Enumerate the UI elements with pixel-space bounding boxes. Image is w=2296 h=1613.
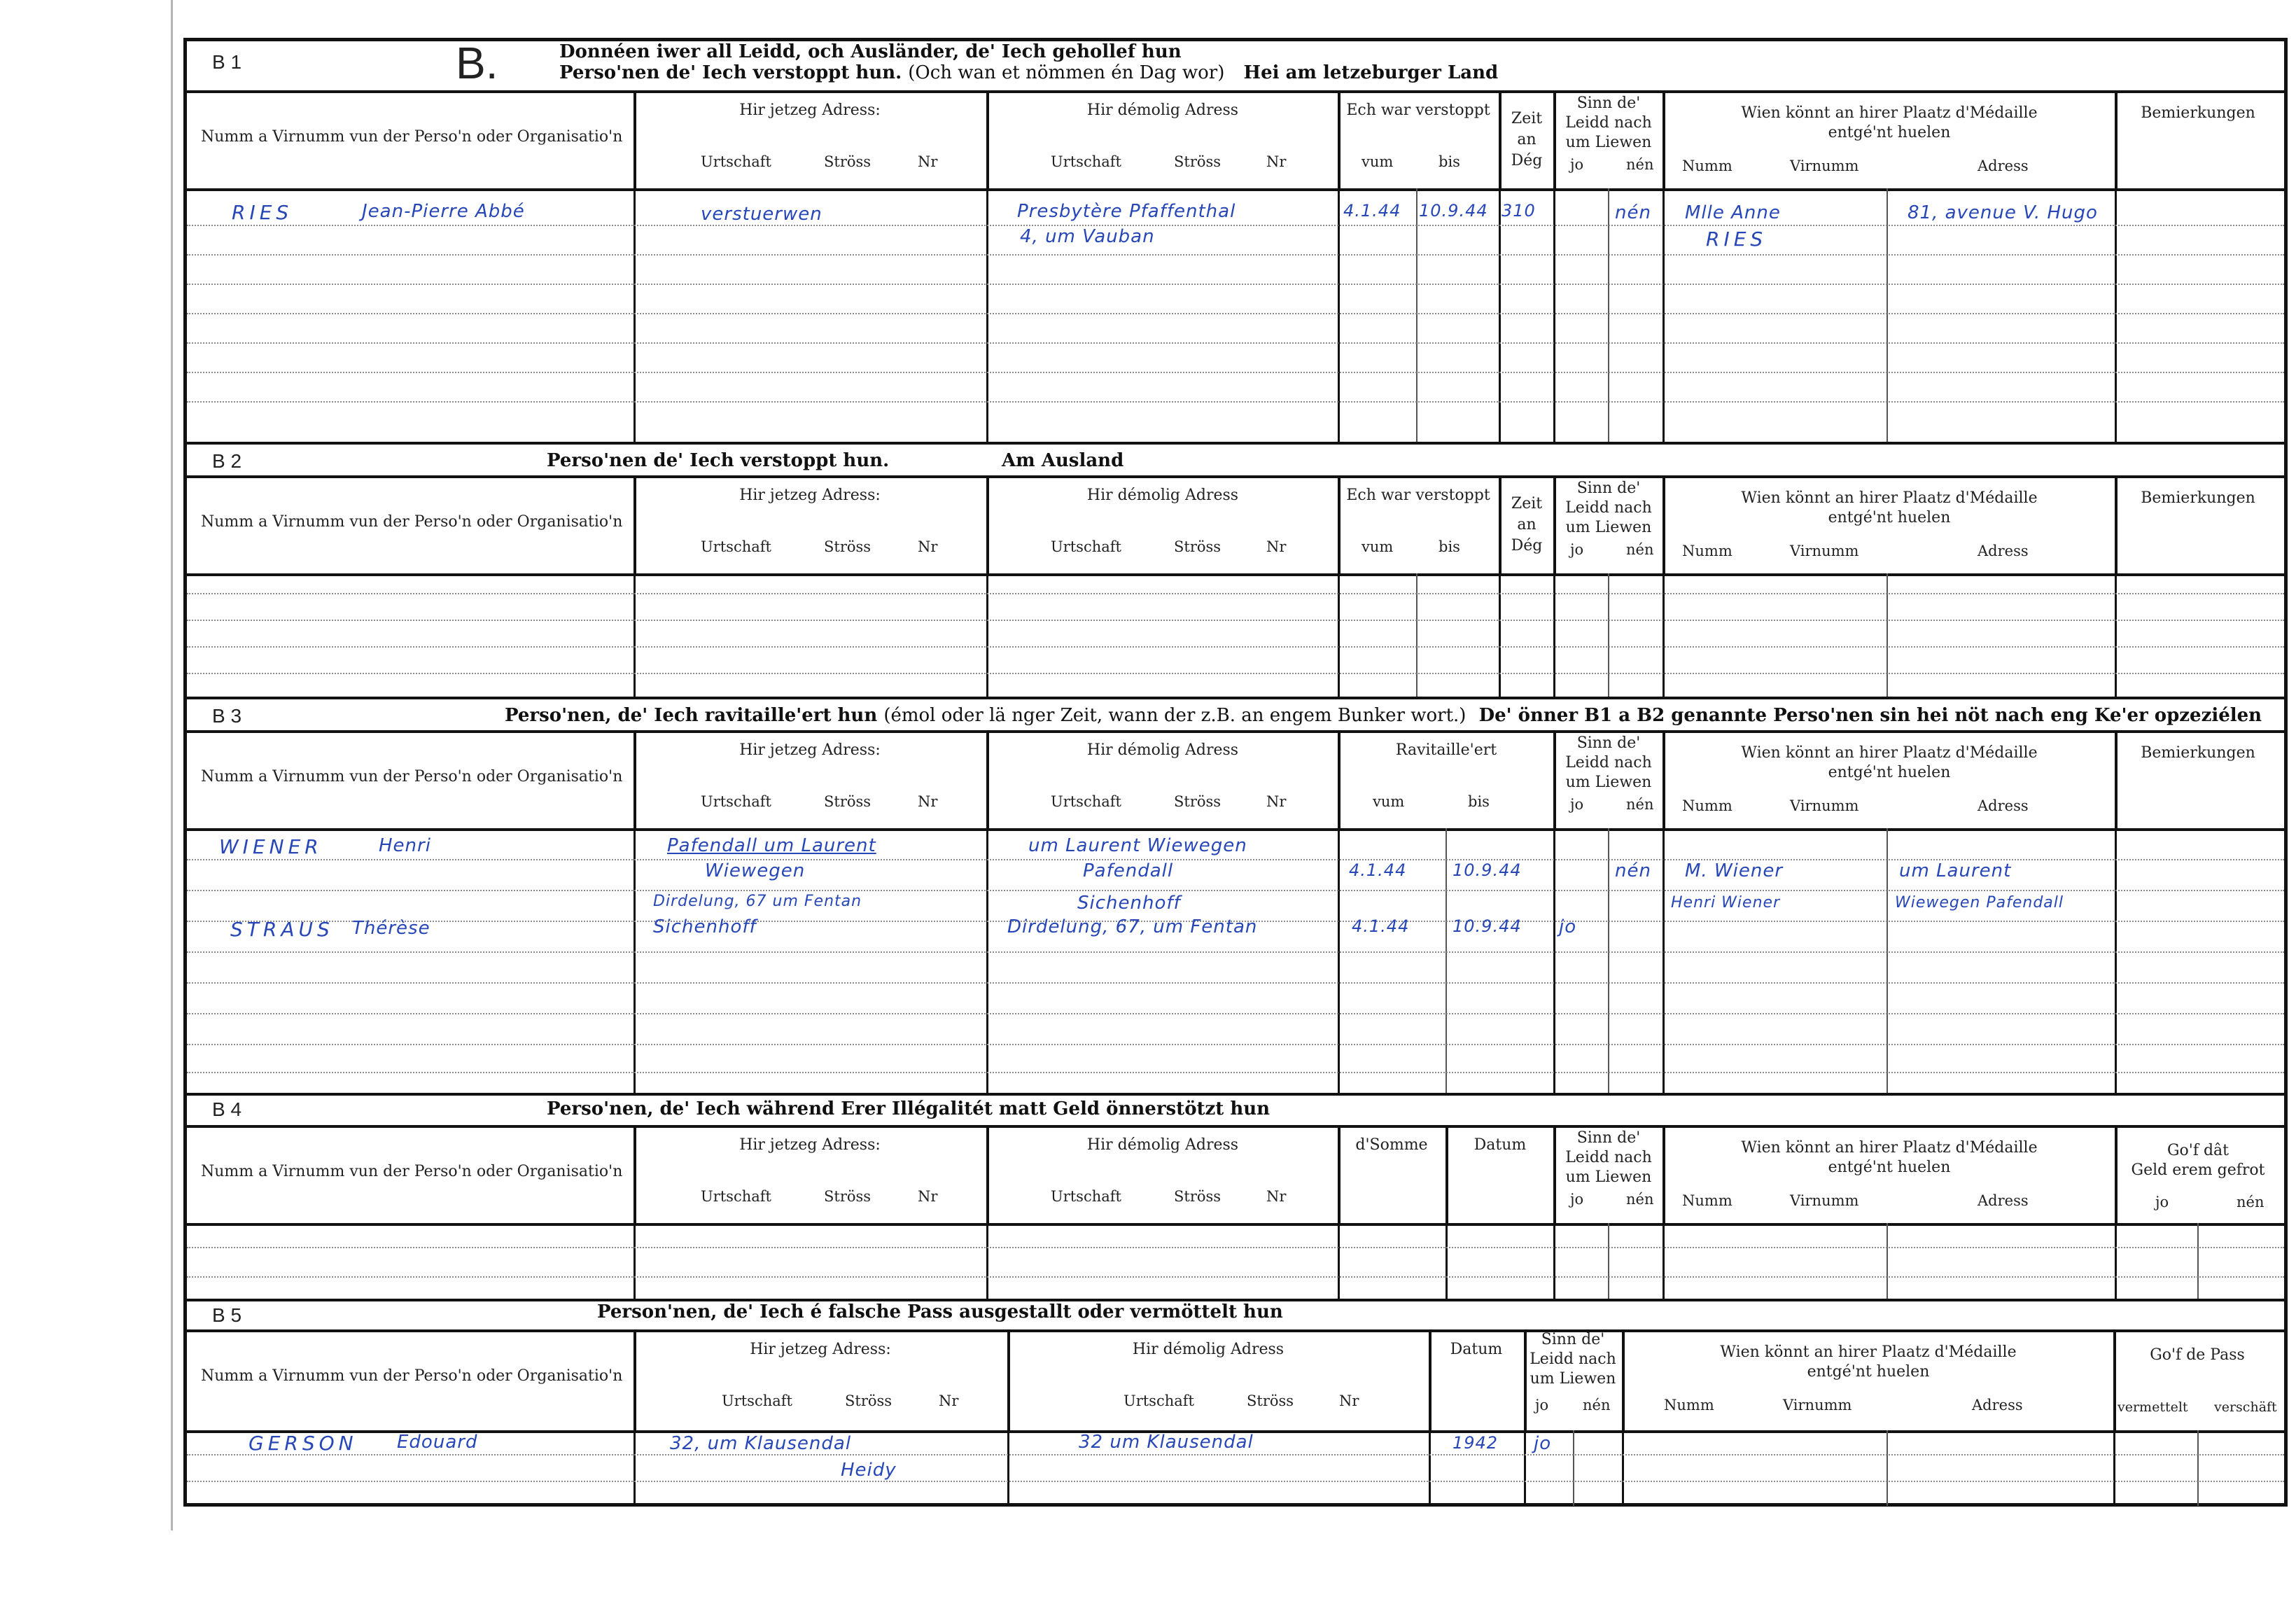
name-header: Numm a Virnumm vun der Perso'n oder Organisatio'n	[201, 1163, 623, 1180]
entry-surname: STRAUS	[230, 918, 334, 941]
locality-header: Urtschaft	[701, 153, 771, 170]
entry-former-address-2: Pafendall	[1083, 860, 1174, 881]
title-part-c: Hei am letzeburger Land	[1243, 62, 1499, 83]
no-header: nén	[1583, 1397, 1611, 1413]
entry-firstname: Henri	[379, 835, 431, 856]
days-header-2: an	[1517, 131, 1536, 148]
title-part-a: Perso'nen, de' Iech ravitaille'ert hun	[505, 705, 878, 726]
yes-header: jo	[1570, 796, 1584, 813]
section-title: Donnéen iwer all Leidd, och Ausländer, de' Iech gehollef hun	[559, 41, 1182, 62]
locality-header: Urtschaft	[1051, 1188, 1121, 1205]
alive-header-2: Leidd nach	[1565, 114, 1652, 132]
alive-header-2: Leidd nach	[1565, 499, 1652, 517]
locality-header: Urtschaft	[701, 538, 771, 555]
section-code: B 5	[212, 1304, 242, 1326]
medal-header-1: Wien könnt an hirer Plaatz d'Médaille	[1741, 744, 2038, 762]
medal-header-2: entgé'nt huelen	[1807, 1363, 1930, 1381]
section-b1	[187, 38, 2284, 442]
title-part-a: Perso'nen de' Iech verstoppt hun.	[559, 62, 902, 83]
no-header: nén	[1626, 541, 1654, 558]
yes-header: jo	[1570, 156, 1584, 173]
entry-current-address-1: Dirdelung, 67 um Fentan	[653, 893, 862, 910]
section-title-b: Am Ausland	[1002, 450, 1124, 471]
remarks-header: Bemierkungen	[2141, 489, 2255, 507]
entry-surname: RIES	[232, 201, 293, 224]
medal-header-2: entgé'nt huelen	[1828, 764, 1951, 781]
street-header: Ströss	[824, 793, 872, 810]
entry-medal-first: Henri Wiener	[1671, 894, 1781, 912]
entry-until: 10.9.44	[1452, 860, 1522, 880]
date-header: Datum	[1450, 1341, 1503, 1358]
number-header: Nr	[1266, 538, 1287, 555]
section-title	[505, 705, 2262, 726]
supplied-header: Ravitaille'ert	[1395, 741, 1497, 759]
medal-name-header: Numm	[1664, 1397, 1714, 1413]
current-address-header: Hir jetzeg Adress:	[739, 487, 881, 504]
alive-header-1: Sinn de'	[1576, 480, 1641, 497]
section-code: B 1	[212, 51, 242, 73]
medal-header-2: entgé'nt huelen	[1828, 1159, 1951, 1176]
days-header-3: Dég	[1511, 152, 1543, 169]
former-address-header: Hir démolig Adress	[1132, 1341, 1284, 1358]
section-title: Perso'nen de' Iech verstoppt hun.	[547, 450, 890, 471]
pass-header: Go'f de Pass	[2150, 1346, 2245, 1364]
medal-first-header: Virnumm	[1783, 1397, 1852, 1413]
days-header-1: Zeit	[1511, 495, 1543, 512]
alive-header-1: Sinn de'	[1576, 1129, 1641, 1147]
title-part-b: (émol oder lä nger Zeit, wann der z.B. an engem Bunker wort.)	[883, 705, 1466, 726]
entry-from: 4.1.44	[1349, 860, 1407, 880]
street-header: Ströss	[1174, 793, 1222, 810]
issued-header: verschäft	[2214, 1399, 2277, 1415]
alive-header-2: Leidd nach	[1565, 754, 1652, 771]
entry-from: 4.1.44	[1352, 916, 1410, 936]
number-header: Nr	[918, 538, 938, 555]
former-address-header: Hir démolig Adress	[1086, 741, 1239, 759]
entry-until: 10.9.44	[1419, 201, 1488, 221]
medal-name-header: Numm	[1682, 797, 1732, 814]
entry-surname: GERSON	[248, 1432, 358, 1455]
number-header: Nr	[1339, 1392, 1359, 1409]
entry-current-address-1: Pafendall um Laurent	[667, 835, 876, 856]
former-address-header: Hir démolig Adress	[1086, 487, 1239, 504]
form-frame	[183, 38, 2288, 1507]
hidden-header: Ech war verstoppt	[1346, 487, 1490, 504]
street-header: Ströss	[1174, 1188, 1222, 1205]
entry-former-address-1: Sichenhoff	[1077, 893, 1181, 914]
alive-header-2: Leidd nach	[1530, 1350, 1616, 1368]
alive-header-1: Sinn de'	[1576, 95, 1641, 112]
medal-header-1: Wien könnt an hirer Plaatz d'Médaille	[1741, 104, 2038, 122]
header-row	[187, 730, 2284, 831]
section-title: Person'nen, de' Iech é falsche Pass ausgestallt oder vermöttelt hun	[597, 1301, 1283, 1322]
former-address-header: Hir démolig Adress	[1086, 1136, 1239, 1154]
rows	[187, 188, 2284, 442]
street-header: Ströss	[1247, 1392, 1294, 1409]
until-header: bis	[1438, 153, 1460, 170]
entry-former-address-2: 4, um Vauban	[1020, 226, 1155, 247]
entry-days: 310	[1502, 201, 1536, 221]
number-header: Nr	[918, 793, 938, 810]
entry-firstname: Edouard	[397, 1432, 478, 1453]
entry-no-mark: nén	[1615, 860, 1651, 881]
entry-no-mark: nén	[1615, 202, 1651, 223]
medal-address-header: Adress	[1977, 1192, 2029, 1209]
section-code: B 4	[212, 1098, 242, 1120]
entry-current-address-1: 32, um Klausendal	[670, 1433, 852, 1454]
rows	[187, 828, 2284, 1096]
no-header: nén	[1626, 156, 1654, 173]
locality-header: Urtschaft	[1124, 1392, 1194, 1409]
section-b3	[187, 697, 2284, 1096]
section-b2	[187, 442, 2284, 699]
date-header: Datum	[1474, 1136, 1527, 1154]
name-header: Numm a Virnumm vun der Perso'n oder Organisatio'n	[201, 513, 623, 531]
days-header-1: Zeit	[1511, 110, 1543, 127]
entry-current-address-2: Heidy	[841, 1460, 897, 1481]
medal-header-2: entgé'nt huelen	[1828, 124, 1951, 141]
section-b4	[187, 1093, 2284, 1301]
days-header-3: Dég	[1511, 537, 1543, 554]
medal-first-header: Virnumm	[1790, 543, 1859, 559]
medal-name-header: Numm	[1682, 158, 1732, 174]
from-header: vum	[1362, 153, 1394, 170]
entry-medal-name: M. Wiener	[1685, 860, 1784, 881]
locality-header: Urtschaft	[1051, 153, 1121, 170]
title-part-b: (Och wan et nömmen én Dag wor)	[908, 62, 1225, 83]
medal-header-1: Wien könnt an hirer Plaatz d'Médaille	[1720, 1343, 2017, 1361]
street-header: Ströss	[824, 1188, 872, 1205]
alive-header-3: um Liewen	[1565, 519, 1652, 536]
current-address-header: Hir jetzeg Adress:	[739, 741, 881, 759]
until-header: bis	[1468, 793, 1490, 810]
number-header: Nr	[939, 1392, 959, 1409]
entry-yes-mark: jo	[1559, 916, 1577, 937]
street-header: Ströss	[824, 153, 872, 170]
medal-header-2: entgé'nt huelen	[1828, 509, 1951, 526]
entry-medal-name: Mlle Anne	[1685, 202, 1781, 223]
hidden-header: Ech war verstoppt	[1346, 102, 1490, 119]
medal-address-header: Adress	[1977, 543, 2029, 559]
number-header: Nr	[918, 1188, 938, 1205]
yes-header: jo	[1535, 1397, 1549, 1413]
no-header: nén	[2236, 1194, 2264, 1210]
medal-first-header: Virnumm	[1790, 797, 1859, 814]
current-address-header: Hir jetzeg Adress:	[739, 102, 881, 119]
mediated-header: vermettelt	[2118, 1399, 2188, 1415]
name-header: Numm a Virnumm vun der Perso'n oder Organisatio'n	[201, 128, 623, 146]
locality-header: Urtschaft	[701, 793, 771, 810]
medal-address-header: Adress	[1977, 797, 2029, 814]
medal-first-header: Virnumm	[1790, 1192, 1859, 1209]
entry-current-address-2: Sichenhoff	[653, 916, 757, 937]
no-header: nén	[1626, 1191, 1654, 1208]
entry-from: 4.1.44	[1343, 201, 1401, 221]
medal-header-1: Wien könnt an hirer Plaatz d'Médaille	[1741, 1139, 2038, 1157]
number-header: Nr	[918, 153, 938, 170]
remarks-header: Bemierkungen	[2141, 104, 2255, 122]
medal-name-header: Numm	[1682, 1192, 1732, 1209]
entry-until: 10.9.44	[1452, 916, 1522, 936]
alive-header-3: um Liewen	[1565, 774, 1652, 791]
entry-surname: WIENER	[219, 835, 323, 858]
street-header: Ströss	[1174, 153, 1222, 170]
locality-header: Urtschaft	[1051, 538, 1121, 555]
rows	[187, 1223, 2284, 1301]
entry-former-address-1: um Laurent Wiewegen	[1028, 835, 1247, 856]
alive-header-2: Leidd nach	[1565, 1149, 1652, 1166]
money-header-1: Go'f dât	[2166, 1142, 2230, 1159]
rows	[187, 573, 2284, 699]
section-b5	[187, 1299, 2284, 1506]
former-address-header: Hir démolig Adress	[1086, 102, 1239, 119]
yes-header: jo	[1570, 541, 1584, 558]
alive-header-1: Sinn de'	[1576, 734, 1641, 752]
rows	[187, 1430, 2284, 1506]
street-header: Ströss	[1174, 538, 1222, 555]
until-header: bis	[1438, 538, 1460, 555]
locality-header: Urtschaft	[722, 1392, 792, 1409]
name-header: Numm a Virnumm vun der Perso'n oder Organisatio'n	[201, 768, 623, 785]
number-header: Nr	[1266, 153, 1287, 170]
number-header: Nr	[1266, 793, 1287, 810]
street-header: Ströss	[845, 1392, 892, 1409]
section-title: Perso'nen, de' Iech während Erer Illégalitét matt Geld önnerstötzt hun	[547, 1098, 1270, 1119]
locality-header: Urtschaft	[701, 1188, 771, 1205]
header-row	[187, 475, 2284, 576]
street-header: Ströss	[824, 538, 872, 555]
form-letter: B.	[456, 38, 498, 88]
remarks-header: Bemierkungen	[2141, 744, 2255, 762]
yes-header: jo	[2155, 1194, 2169, 1210]
no-header: nén	[1626, 796, 1654, 813]
entry-medal-address: 81, avenue V. Hugo	[1907, 202, 2098, 223]
entry-yes-mark: jo	[1534, 1433, 1552, 1454]
yes-header: jo	[1570, 1191, 1584, 1208]
header-row	[187, 1125, 2284, 1226]
alive-header-3: um Liewen	[1565, 1168, 1652, 1186]
section-code: B 3	[212, 705, 242, 727]
entry-medal-address-1: um Laurent	[1899, 860, 2012, 881]
header-row	[187, 90, 2284, 191]
locality-header: Urtschaft	[1051, 793, 1121, 810]
entry-former-address-2: Dirdelung, 67, um Fentan	[1007, 916, 1258, 937]
days-header-2: an	[1517, 516, 1536, 533]
alive-header-3: um Liewen	[1565, 134, 1652, 151]
entry-current-address: verstuerwen	[701, 204, 822, 225]
money-header-2: Geld erem gefrot	[2131, 1161, 2265, 1179]
title-part-c: De' önner B1 a B2 genannte Perso'nen sin hei nöt nach eng Ke'er opzeziélen	[1478, 705, 2262, 726]
medal-name-header: Numm	[1682, 543, 1732, 559]
entry-medal-name-2: RIES	[1706, 228, 1768, 251]
entry-date: 1942	[1452, 1433, 1499, 1453]
from-header: vum	[1373, 793, 1405, 810]
sum-header: d'Somme	[1355, 1136, 1428, 1154]
alive-header-1: Sinn de'	[1541, 1331, 1605, 1348]
entry-current-address-2: Wiewegen	[705, 860, 806, 881]
header-row	[187, 1329, 2284, 1433]
entry-former-address-1: Presbytère Pfaffenthal	[1017, 201, 1236, 222]
medal-first-header: Virnumm	[1790, 158, 1859, 174]
entry-medal-address-2: Wiewegen Pafendall	[1895, 894, 2064, 912]
number-header: Nr	[1266, 1188, 1287, 1205]
entry-former-address: 32 um Klausendal	[1079, 1432, 1254, 1453]
section-title-2	[559, 62, 1498, 83]
medal-header-1: Wien könnt an hirer Plaatz d'Médaille	[1741, 489, 2038, 507]
medal-address-header: Adress	[1977, 158, 2029, 174]
current-address-header: Hir jetzeg Adress:	[750, 1341, 891, 1358]
alive-header-3: um Liewen	[1530, 1370, 1616, 1388]
entry-firstname: Thérèse	[352, 918, 430, 939]
medal-address-header: Adress	[1972, 1397, 2023, 1413]
name-header: Numm a Virnumm vun der Perso'n oder Organisatio'n	[201, 1367, 623, 1385]
current-address-header: Hir jetzeg Adress:	[739, 1136, 881, 1154]
from-header: vum	[1362, 538, 1394, 555]
entry-firstname: Jean-Pierre Abbé	[362, 201, 525, 222]
section-code: B 2	[212, 450, 242, 472]
